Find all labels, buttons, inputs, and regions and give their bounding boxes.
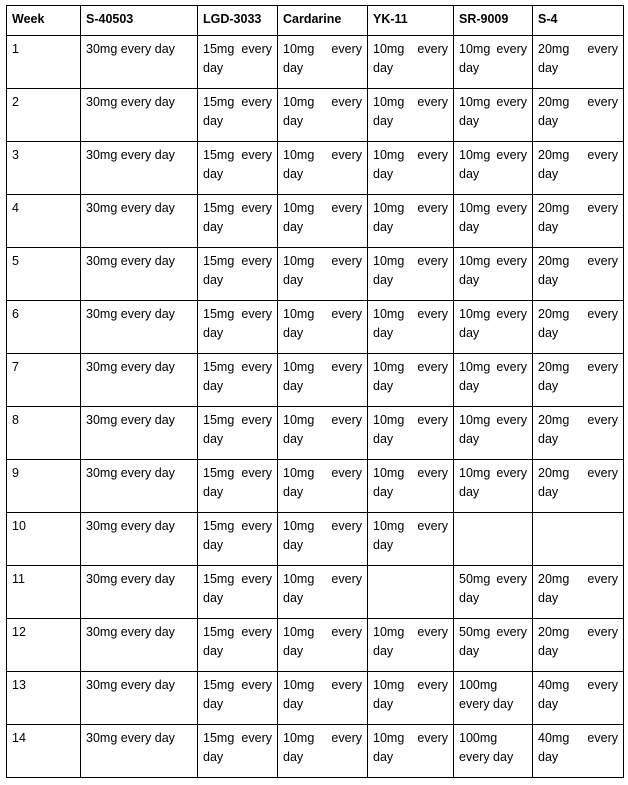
lgd-3033-cell: 15mg every day — [198, 566, 278, 619]
week-cell: 4 — [7, 195, 81, 248]
cardarine-cell: 10mg every day — [278, 566, 368, 619]
s-4-cell — [533, 513, 624, 566]
week-cell: 11 — [7, 566, 81, 619]
s-40503-cell: 30mg every day — [81, 36, 198, 89]
week-cell: 14 — [7, 725, 81, 778]
s-4-cell: 20mg every day — [533, 619, 624, 672]
yk-11-cell: 10mg every day — [368, 460, 454, 513]
yk-11-cell: 10mg every day — [368, 195, 454, 248]
header-yk-11: YK-11 — [368, 6, 454, 36]
table-row — [7, 248, 624, 301]
week-cell: 2 — [7, 89, 81, 142]
s-4-cell: 20mg every day — [533, 407, 624, 460]
cardarine-cell: 10mg every day — [278, 619, 368, 672]
s-4-cell: 20mg every day — [533, 460, 624, 513]
sr-9009-cell: 10mg every day — [454, 195, 533, 248]
lgd-3033-cell: 15mg every day — [198, 513, 278, 566]
s-4-cell: 40mg every day — [533, 672, 624, 725]
lgd-3033-cell: 15mg every day — [198, 725, 278, 778]
yk-11-cell — [368, 566, 454, 619]
cardarine-cell: 10mg every day — [278, 672, 368, 725]
week-cell: 1 — [7, 36, 81, 89]
cardarine-cell: 10mg every day — [278, 301, 368, 354]
s-40503-cell: 30mg every day — [81, 248, 198, 301]
cardarine-cell: 10mg every day — [278, 248, 368, 301]
table-row — [7, 407, 624, 460]
table-row — [7, 89, 624, 142]
lgd-3033-cell: 15mg every day — [198, 354, 278, 407]
week-cell: 10 — [7, 513, 81, 566]
cardarine-cell: 10mg every day — [278, 89, 368, 142]
table-header — [7, 6, 624, 36]
yk-11-cell: 10mg every day — [368, 407, 454, 460]
lgd-3033-cell: 15mg every day — [198, 195, 278, 248]
table-row — [7, 195, 624, 248]
sr-9009-cell: 10mg every day — [454, 301, 533, 354]
table-row — [7, 354, 624, 407]
yk-11-cell: 10mg every day — [368, 513, 454, 566]
lgd-3033-cell: 15mg every day — [198, 248, 278, 301]
cardarine-cell: 10mg every day — [278, 354, 368, 407]
s-4-cell: 20mg every day — [533, 36, 624, 89]
table-body — [7, 36, 624, 778]
table-row — [7, 672, 624, 725]
week-cell: 9 — [7, 460, 81, 513]
s-40503-cell: 30mg every day — [81, 354, 198, 407]
s-40503-cell: 30mg every day — [81, 725, 198, 778]
header-week: Week — [7, 6, 81, 36]
yk-11-cell: 10mg every day — [368, 89, 454, 142]
s-4-cell: 20mg every day — [533, 195, 624, 248]
s-4-cell: 20mg every day — [533, 248, 624, 301]
yk-11-cell: 10mg every day — [368, 142, 454, 195]
sr-9009-cell: 50mg every day — [454, 566, 533, 619]
s-40503-cell: 30mg every day — [81, 460, 198, 513]
table-row — [7, 619, 624, 672]
sr-9009-cell: 10mg every day — [454, 89, 533, 142]
header-s-4: S-4 — [533, 6, 624, 36]
yk-11-cell: 10mg every day — [368, 672, 454, 725]
week-cell: 8 — [7, 407, 81, 460]
s-40503-cell: 30mg every day — [81, 301, 198, 354]
dosage-schedule-table — [6, 5, 624, 778]
s-40503-cell: 30mg every day — [81, 672, 198, 725]
sr-9009-cell — [454, 513, 533, 566]
sr-9009-cell: 10mg every day — [454, 248, 533, 301]
cardarine-cell: 10mg every day — [278, 513, 368, 566]
lgd-3033-cell: 15mg every day — [198, 142, 278, 195]
lgd-3033-cell: 15mg every day — [198, 301, 278, 354]
s-4-cell: 20mg every day — [533, 354, 624, 407]
s-40503-cell: 30mg every day — [81, 566, 198, 619]
week-cell: 6 — [7, 301, 81, 354]
sr-9009-cell: 50mg every day — [454, 619, 533, 672]
sr-9009-cell: 10mg every day — [454, 354, 533, 407]
header-row — [7, 6, 624, 36]
s-40503-cell: 30mg every day — [81, 619, 198, 672]
sr-9009-cell: 10mg every day — [454, 142, 533, 195]
cardarine-cell: 10mg every day — [278, 725, 368, 778]
table-row — [7, 142, 624, 195]
sr-9009-cell: 10mg every day — [454, 36, 533, 89]
week-cell: 3 — [7, 142, 81, 195]
sr-9009-cell: 100mg every day — [454, 672, 533, 725]
table-row — [7, 725, 624, 778]
s-4-cell: 20mg every day — [533, 301, 624, 354]
header-sr-9009: SR-9009 — [454, 6, 533, 36]
table-row — [7, 36, 624, 89]
s-40503-cell: 30mg every day — [81, 513, 198, 566]
cardarine-cell: 10mg every day — [278, 407, 368, 460]
week-cell: 12 — [7, 619, 81, 672]
cardarine-cell: 10mg every day — [278, 195, 368, 248]
table-row — [7, 460, 624, 513]
yk-11-cell: 10mg every day — [368, 36, 454, 89]
table-row — [7, 566, 624, 619]
s-4-cell: 20mg every day — [533, 566, 624, 619]
yk-11-cell: 10mg every day — [368, 354, 454, 407]
s-40503-cell: 30mg every day — [81, 407, 198, 460]
header-s-40503: S-40503 — [81, 6, 198, 36]
yk-11-cell: 10mg every day — [368, 725, 454, 778]
yk-11-cell: 10mg every day — [368, 619, 454, 672]
lgd-3033-cell: 15mg every day — [198, 89, 278, 142]
lgd-3033-cell: 15mg every day — [198, 460, 278, 513]
cardarine-cell: 10mg every day — [278, 142, 368, 195]
s-40503-cell: 30mg every day — [81, 195, 198, 248]
cardarine-cell: 10mg every day — [278, 460, 368, 513]
s-4-cell: 20mg every day — [533, 142, 624, 195]
lgd-3033-cell: 15mg every day — [198, 36, 278, 89]
sr-9009-cell: 10mg every day — [454, 407, 533, 460]
yk-11-cell: 10mg every day — [368, 248, 454, 301]
s-4-cell: 20mg every day — [533, 89, 624, 142]
lgd-3033-cell: 15mg every day — [198, 619, 278, 672]
lgd-3033-cell: 15mg every day — [198, 672, 278, 725]
table-row — [7, 513, 624, 566]
week-cell: 5 — [7, 248, 81, 301]
week-cell: 13 — [7, 672, 81, 725]
header-cardarine: Cardarine — [278, 6, 368, 36]
sr-9009-cell: 10mg every day — [454, 460, 533, 513]
s-40503-cell: 30mg every day — [81, 89, 198, 142]
header-lgd-3033: LGD-3033 — [198, 6, 278, 36]
week-cell: 7 — [7, 354, 81, 407]
sr-9009-cell: 100mg every day — [454, 725, 533, 778]
yk-11-cell: 10mg every day — [368, 301, 454, 354]
cardarine-cell: 10mg every day — [278, 36, 368, 89]
s-40503-cell: 30mg every day — [81, 142, 198, 195]
s-4-cell: 40mg every day — [533, 725, 624, 778]
table-row — [7, 301, 624, 354]
lgd-3033-cell: 15mg every day — [198, 407, 278, 460]
